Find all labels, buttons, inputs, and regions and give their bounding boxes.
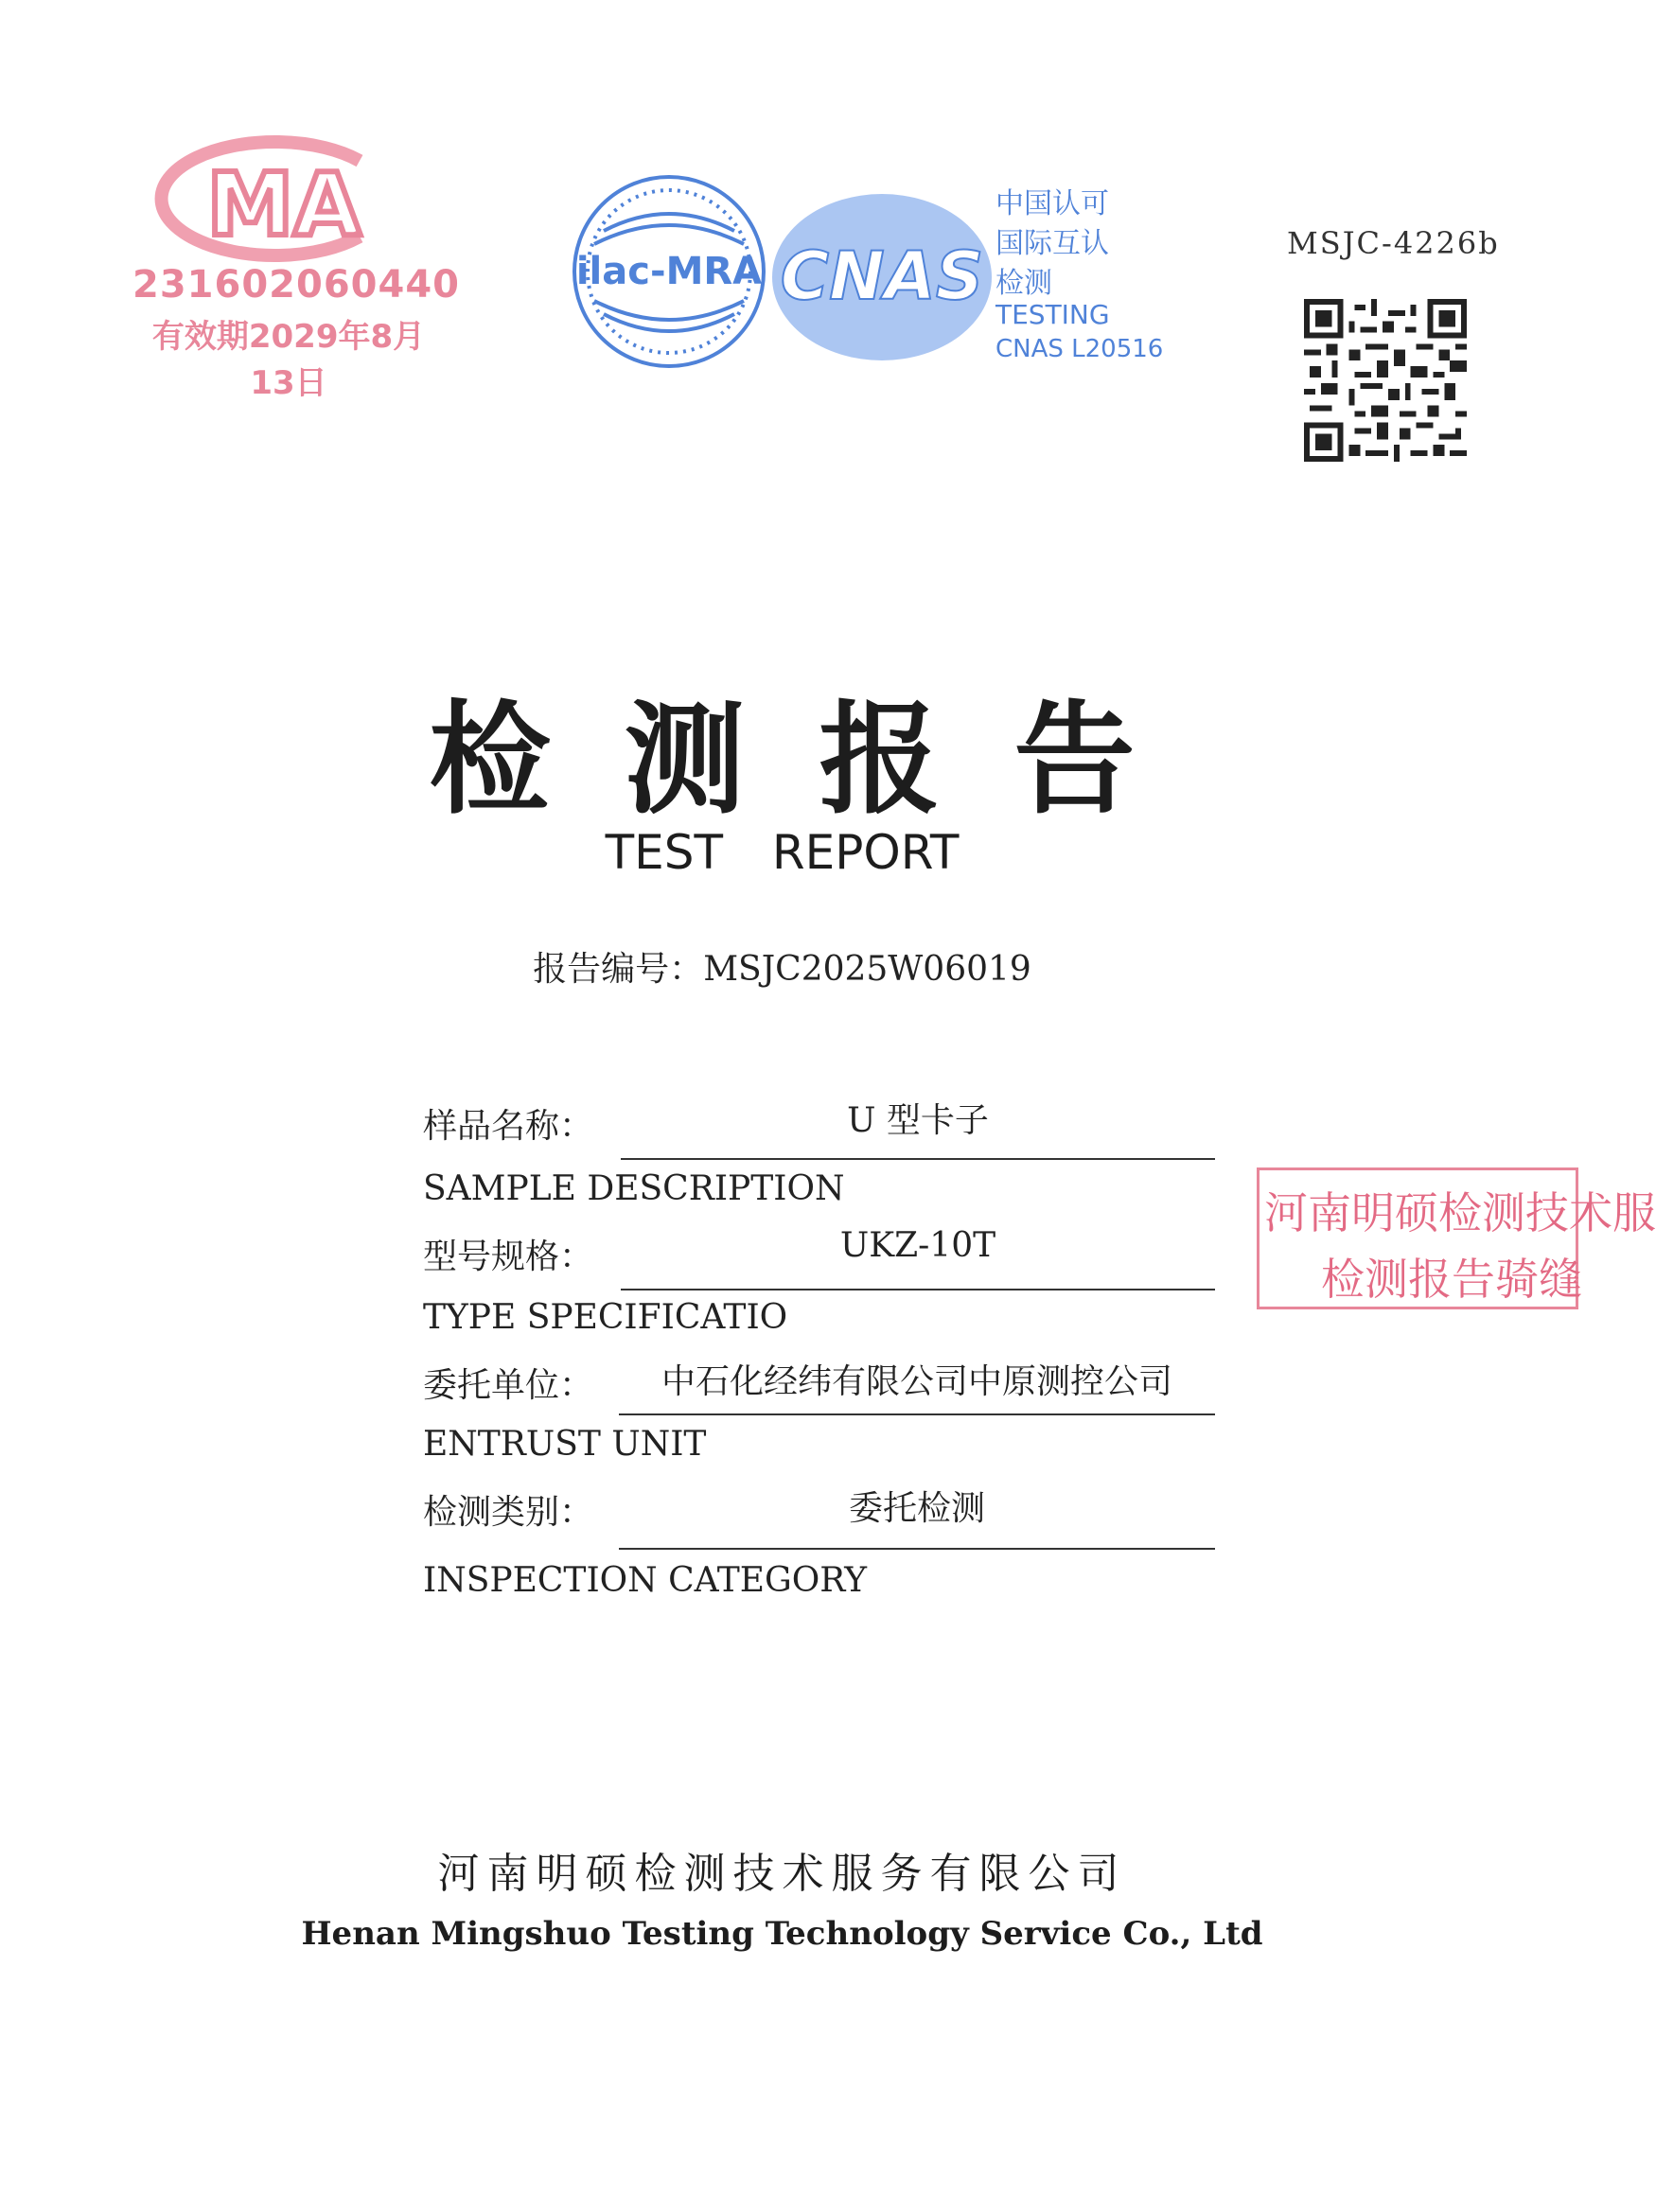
report-title-en: TEST REPORT [605, 825, 960, 880]
qr-code-icon[interactable] [1304, 299, 1467, 462]
inspection-category-label: 检测类别： [423, 1493, 594, 1532]
cnas-label-line: 检测 [995, 267, 1052, 300]
type-spec-underline [621, 1289, 1215, 1290]
report-number [0, 942, 1564, 991]
sample-name-underline [621, 1158, 1215, 1160]
entrust-unit-value: 中石化经纬有限公司中原测控公司 [661, 1362, 1172, 1401]
entrust-unit-underline [619, 1413, 1215, 1415]
inspection-category-value: 委托检测 [848, 1489, 985, 1528]
cnas-seal-icon [768, 187, 995, 367]
cnas-label-line: 国际互认 [995, 227, 1109, 260]
document-code: MSJC-4226b [1287, 225, 1500, 261]
type-spec-value: UKZ-10T [839, 1226, 996, 1265]
seam-stamp-line: 检测报告骑缝 [1321, 1254, 1582, 1305]
svg-text:ilac-MRA: ilac-MRA [575, 250, 763, 293]
svg-text:CNAS: CNAS [780, 237, 984, 315]
type-spec-label: 型号规格： [423, 1238, 594, 1276]
cnas-label-line: 中国认可 [995, 187, 1109, 220]
cnas-label-line: TESTING [995, 299, 1110, 330]
seam-stamp-line: 河南明硕检测技术服 [1264, 1187, 1656, 1238]
report-number-label: 报告编号： [533, 950, 704, 989]
cnas-license-number: CNAS L20516 [995, 335, 1164, 363]
company-name-cn: 河南明硕检测技术服务有限公司 [437, 1850, 1127, 1898]
ilac-mra-seal-icon [566, 168, 772, 375]
entrust-unit-label-en: ENTRUST UNIT [423, 1425, 707, 1464]
cma-number: 231602060440 [132, 263, 460, 307]
cma-validity: 有效期2029年8月13日 [151, 318, 426, 402]
report-title-cn: 检测报告 [429, 689, 1209, 831]
sample-name-value: U 型卡子 [847, 1101, 989, 1140]
report-number-value: MSJC2025W06019 [703, 950, 1031, 989]
sample-description-label: SAMPLE DESCRIPTION [423, 1169, 845, 1208]
inspection-category-underline [619, 1548, 1215, 1550]
entrust-unit-label: 委托单位： [423, 1366, 594, 1405]
svg-text:MA: MA [206, 154, 361, 255]
type-specification-label: TYPE SPECIFICATIO [423, 1298, 788, 1337]
company-name-en: Henan Mingshuo Testing Technology Service Co., Ltd [301, 1915, 1263, 1953]
sample-name-label: 样品名称： [423, 1107, 594, 1146]
inspection-category-label-en: INSPECTION CATEGORY [423, 1561, 868, 1600]
